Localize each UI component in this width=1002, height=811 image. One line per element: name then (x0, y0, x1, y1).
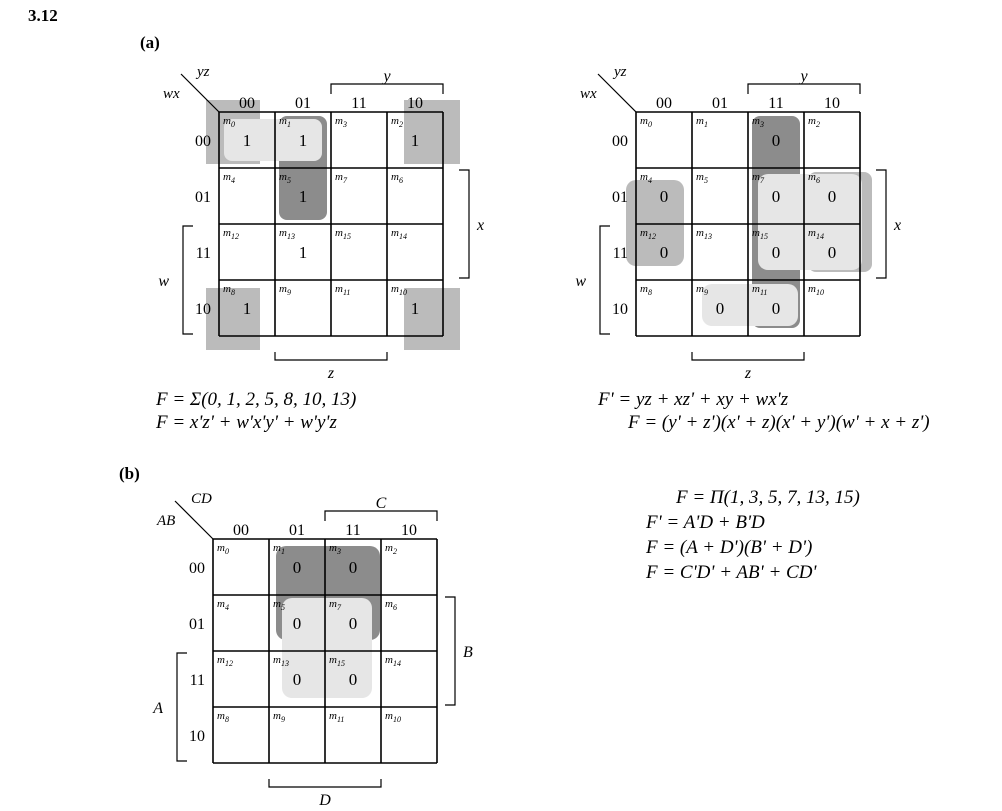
sop-group-3 (404, 288, 460, 350)
sop-row-code: 00 (195, 133, 211, 150)
pos-b-right-bracket (445, 597, 455, 705)
pos-top-label: y (800, 68, 808, 85)
sop-minterm-label: $m_2$ (391, 115, 403, 129)
pos-b-minterm-label: $m_8$ (217, 710, 229, 724)
pos-minterm-label: $m_3$ (752, 115, 764, 129)
pos-bottom-label: z (744, 365, 752, 382)
sop-minterm-label: $m_0$ (223, 115, 235, 129)
pos-b-col-code: 00 (233, 522, 249, 539)
pos-b-minterm-label: $m_5$ (273, 598, 285, 612)
sop-minterm-label: $m_{15}$ (335, 227, 351, 241)
pos-b-minterm-label: $m_{12}$ (217, 654, 233, 668)
sop-minterm-label: $m_{13}$ (279, 227, 295, 241)
pos-row-var: wx (580, 86, 597, 102)
sop-col-code: 11 (351, 95, 367, 112)
sop-minterm-label: $m_1$ (279, 115, 291, 129)
sop-group-5 (224, 119, 322, 161)
equation-b-pos: F = (A + D')(B' + D') (646, 537, 813, 558)
sop-minterm-label: $m_4$ (223, 171, 235, 185)
pos-row-code: 01 (612, 189, 628, 206)
sop-minterm-label: $m_5$ (279, 171, 291, 185)
sop-minterm-label: $m_6$ (391, 171, 403, 185)
pos-col-code: 10 (824, 95, 840, 112)
sop-col-code: 01 (295, 95, 311, 112)
pos-b-col-code: 01 (289, 522, 305, 539)
pos-row-code: 10 (612, 301, 628, 318)
sop-col-var: yz (197, 64, 210, 80)
pos-minterm-label: $m_2$ (808, 115, 820, 129)
sop-cell-value: 1 (410, 131, 420, 150)
pos-col-code: 00 (656, 95, 672, 112)
pos-left-bracket (600, 226, 610, 334)
sop-minterm-label: $m_{14}$ (391, 227, 407, 241)
sop-cell-value: 1 (242, 299, 252, 318)
pos-b-cell-value: 0 (292, 670, 302, 689)
pos-minterm-label: $m_{13}$ (696, 227, 712, 241)
pos-b-top-bracket (325, 511, 437, 521)
sop-minterm-label: $m_9$ (279, 283, 291, 297)
sop-col-code: 00 (239, 95, 255, 112)
pos-minterm-label: $m_4$ (640, 171, 652, 185)
pos-b-minterm-label: $m_{14}$ (385, 654, 401, 668)
pos-right-label: x (894, 217, 902, 234)
pos-minterm-label: $m_{12}$ (640, 227, 656, 241)
equation-b-sop: F = C'D' + AB' + CD' (646, 562, 817, 583)
sop-bottom-bracket (275, 352, 387, 360)
pos-row-code: 00 (612, 133, 628, 150)
sop-minterm-label: $m_{12}$ (223, 227, 239, 241)
pos-cell-value: 0 (659, 243, 669, 262)
pos-b-minterm-label: $m_7$ (329, 598, 341, 612)
sop-cell-value: 1 (410, 299, 420, 318)
pos-b-row-code: 10 (189, 728, 205, 745)
sop-minterm-label: $m_3$ (335, 115, 347, 129)
sop-right-bracket (459, 170, 469, 278)
pos-minterm-label: $m_{15}$ (752, 227, 768, 241)
sop-right-label: x (477, 217, 485, 234)
pos-minterm-label: $m_6$ (808, 171, 820, 185)
sop-top-label: y (383, 68, 391, 85)
pos-b-bottom-bracket (269, 779, 381, 787)
sop-cell-value: 1 (298, 187, 308, 206)
equation-pos: F = (y' + z')(x' + z)(x' + y')(w' + x + z') (628, 412, 930, 433)
pos-b-row-var: AB (157, 513, 176, 529)
sop-row-code: 11 (195, 245, 211, 262)
pos-b-minterm-label: $m_{13}$ (273, 654, 289, 668)
pos-minterm-label: $m_{14}$ (808, 227, 824, 241)
pos-b-right-label: B (463, 644, 473, 661)
pos-right-bracket (876, 170, 886, 278)
pos-minterm-label: $m_9$ (696, 283, 708, 297)
sop-bottom-label: z (327, 365, 335, 382)
pos-b-minterm-label: $m_{11}$ (329, 710, 345, 724)
equation-pi (676, 487, 860, 509)
pos-b-row-code: 00 (189, 560, 205, 577)
pos-b-col-code: 10 (401, 522, 417, 539)
pos-b-bottom-label: D (319, 792, 331, 809)
pos-b-col-code: 11 (345, 522, 361, 539)
pos-b-cell-value: 0 (292, 614, 302, 633)
pos-b-cell-value: 0 (348, 670, 358, 689)
equation-fprime: F' = yz + xz' + xy + wx'z (598, 389, 789, 410)
pos-cell-value: 0 (659, 187, 669, 206)
pos-cell-value: 0 (827, 187, 837, 206)
pos-group-2 (626, 180, 684, 266)
sop-minterm-label: $m_{10}$ (391, 283, 407, 297)
pos-b-col-var: CD (191, 491, 212, 507)
pos-b-minterm-label: $m_2$ (385, 542, 397, 556)
sop-left-label: w (158, 273, 169, 290)
sop-minterm-label: $m_8$ (223, 283, 235, 297)
pos-b-minterm-label: $m_3$ (329, 542, 341, 556)
pos-b-cell-value: 0 (292, 558, 302, 577)
pos-minterm-label: $m_8$ (640, 283, 652, 297)
pos-top-bracket (748, 84, 860, 94)
pos-cell-value: 0 (715, 299, 725, 318)
pos-b-row-code: 11 (189, 672, 205, 689)
pos-minterm-label: $m_{11}$ (752, 283, 768, 297)
equation-sigma: F = Σ(0, 1, 2, 5, 8, 10, 13) (156, 389, 357, 410)
pos-cell-value: 0 (771, 131, 781, 150)
pos-b-minterm-label: $m_9$ (273, 710, 285, 724)
pos-col-var: yz (614, 64, 627, 80)
pos-b-top-label: C (375, 495, 387, 512)
pos-cell-value: 0 (771, 243, 781, 262)
sop-left-bracket (183, 226, 193, 334)
pos-minterm-label: $m_7$ (752, 171, 764, 185)
pos-b-minterm-label: $m_6$ (385, 598, 397, 612)
sop-cell-value: 1 (298, 243, 308, 262)
pos-cell-value: 0 (771, 299, 781, 318)
equation-pi-text: F = Π(1, 3, 5, 7, 13, 15) (676, 487, 860, 508)
pos-minterm-label: $m_0$ (640, 115, 652, 129)
pos-left-label: w (575, 273, 586, 290)
pos-cell-value: 0 (827, 243, 837, 262)
pos-col-code: 11 (768, 95, 784, 112)
sop-cell-value: 1 (242, 131, 252, 150)
pos-bottom-bracket (692, 352, 804, 360)
problem-number: 3.12 (28, 6, 58, 25)
equation-sop: F = x'z' + w'x'y' + w'y'z (156, 412, 337, 433)
pos-minterm-label: $m_{10}$ (808, 283, 824, 297)
pos-col-code: 01 (712, 95, 728, 112)
pos-b-minterm-label: $m_{15}$ (329, 654, 345, 668)
pos-minterm-label: $m_5$ (696, 171, 708, 185)
pos-b-cell-value: 0 (348, 558, 358, 577)
sop-top-bracket (331, 84, 443, 94)
sop-minterm-label: $m_7$ (335, 171, 347, 185)
pos-cell-value: 0 (771, 187, 781, 206)
sop-col-code: 10 (407, 95, 423, 112)
pos-b-left-bracket (177, 653, 187, 761)
sop-row-code: 10 (195, 301, 211, 318)
sop-minterm-label: $m_{11}$ (335, 283, 351, 297)
sop-row-var: wx (163, 86, 180, 102)
equation-b-fprime: F' = A'D + B'D (646, 512, 765, 533)
pos-b-minterm-label: $m_{10}$ (385, 710, 401, 724)
part-b-label: (b) (119, 464, 140, 483)
pos-b-minterm-label: $m_0$ (217, 542, 229, 556)
pos-minterm-label: $m_1$ (696, 115, 708, 129)
sop-row-code: 01 (195, 189, 211, 206)
pos-b-cell-value: 0 (348, 614, 358, 633)
pos-b-row-code: 01 (189, 616, 205, 633)
pos-b-minterm-label: $m_4$ (217, 598, 229, 612)
sop-group-2 (206, 288, 260, 350)
pos-b-left-label: A (153, 700, 163, 717)
sop-cell-value: 1 (298, 131, 308, 150)
pos-b-minterm-label: $m_1$ (273, 542, 285, 556)
part-a-label: (a) (140, 33, 160, 52)
pos-row-code: 11 (612, 245, 628, 262)
